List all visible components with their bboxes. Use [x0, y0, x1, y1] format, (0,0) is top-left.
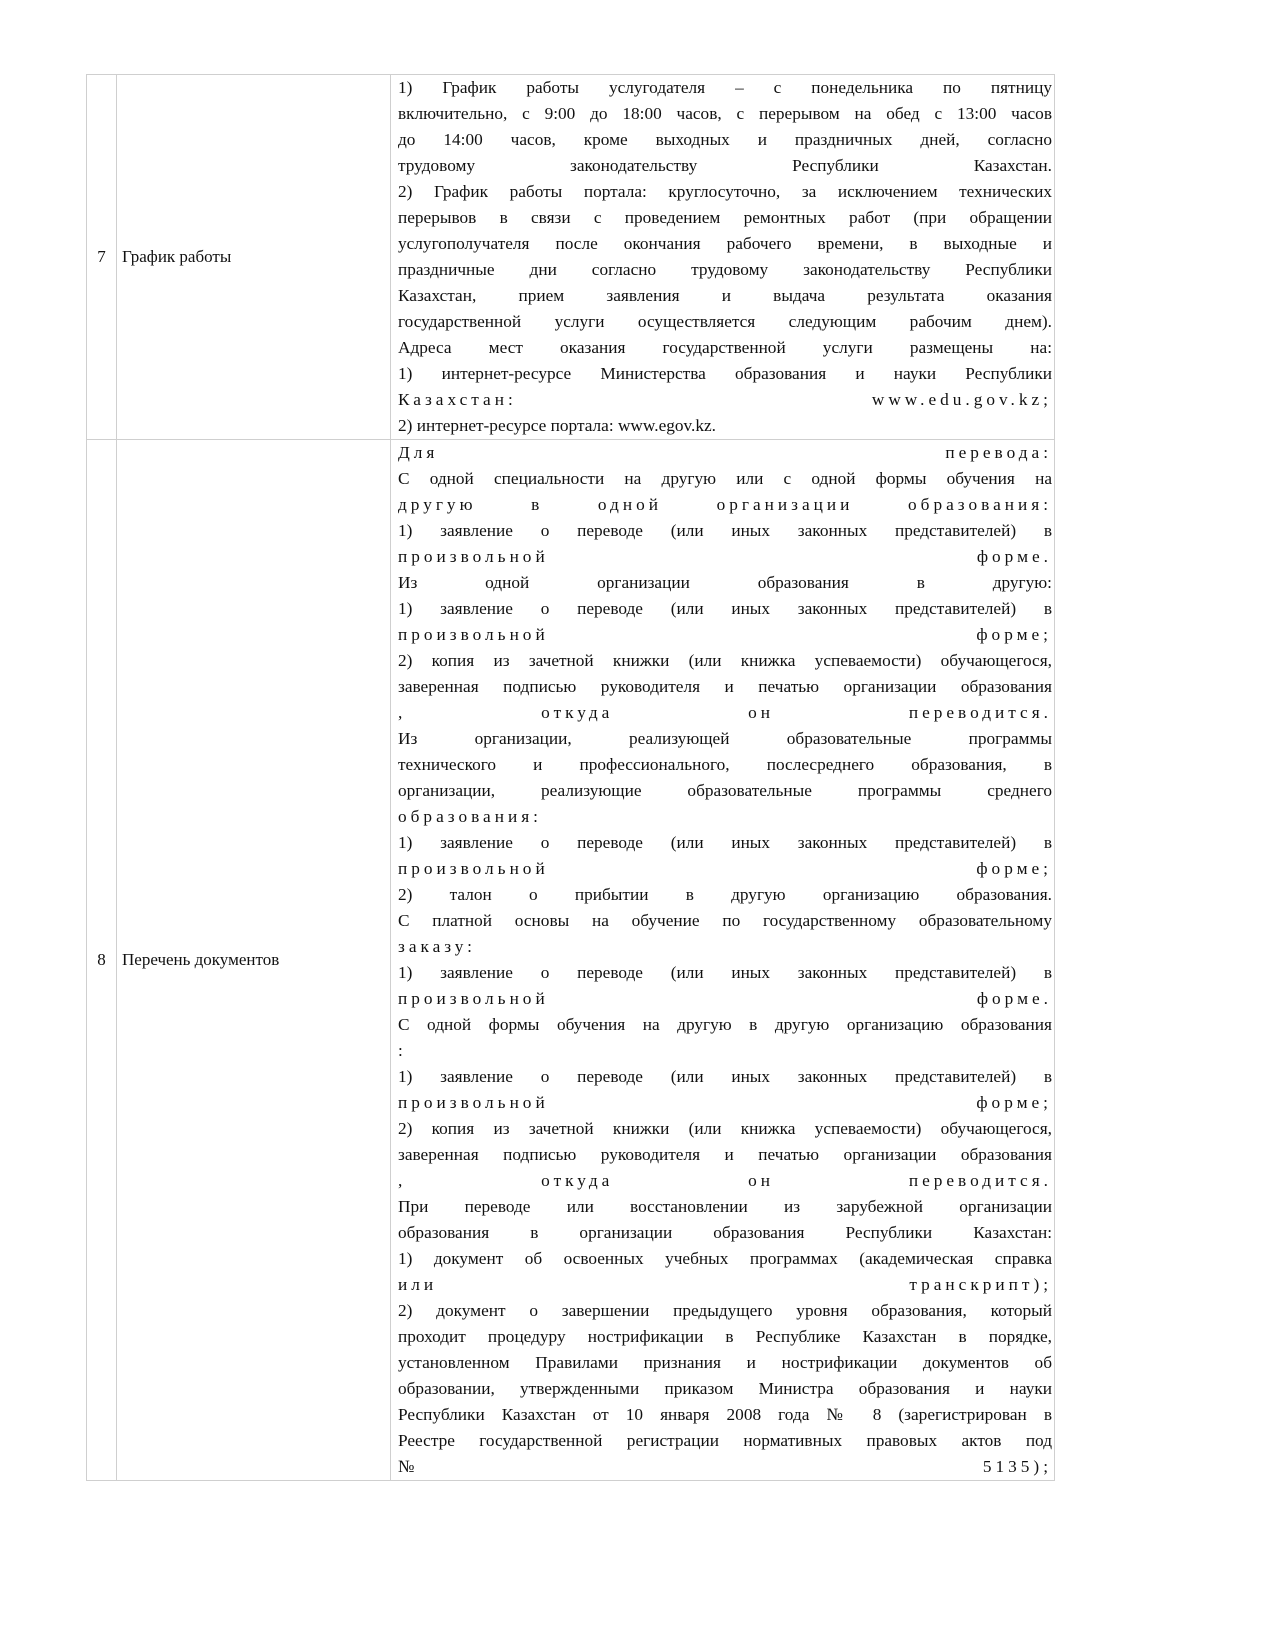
text-line: включительно, с 9:00 до 18:00 часов, с перерывом на обед с 13:00 часов [398, 104, 1052, 123]
text-line: С платной основы на обучение по государственному образовательному [398, 911, 1052, 930]
text-line: 2) талон о прибытии в другую организацию образования. [398, 885, 1052, 904]
text-line: Для перевода: [398, 443, 1052, 462]
row-content [391, 75, 1055, 440]
text-line: Адреса мест оказания государственной услуги размещены на: [398, 338, 1052, 357]
text-line: , откуда он переводится. [398, 1171, 1052, 1190]
text-line: праздничные дни согласно трудовому законодательству Республики [398, 260, 1052, 279]
row-title: Перечень документов [117, 440, 391, 1481]
text-line: Казахстан: www.edu.gov.kz; [398, 390, 1052, 409]
text-line: С одной специальности на другую или с одной формы обучения на [398, 469, 1052, 488]
text-line: трудовому законодательству Республики Казахстан. [398, 156, 1052, 175]
text-line: 1) заявление о переводе (или иных законных представителей) в [398, 1067, 1052, 1086]
text-line: произвольной форме; [398, 859, 1052, 878]
text-line: образования: [398, 807, 542, 826]
text-line: произвольной форме; [398, 1093, 1052, 1112]
text-line: 2) документ о завершении предыдущего уровня образования, который [398, 1301, 1052, 1320]
text-line: 2) копия из зачетной книжки (или книжка успеваемости) обучающегося, [398, 1119, 1052, 1138]
row-number: 8 [87, 440, 117, 1481]
text-line: 2) интернет-ресурсе портала: www.egov.kz. [398, 416, 716, 435]
text-line: перерывов в связи с проведением ремонтных работ (при обращении [398, 208, 1052, 227]
table-row [87, 75, 1055, 440]
text-line: 1) заявление о переводе (или иных законных представителей) в [398, 833, 1052, 852]
row-number: 7 [87, 75, 117, 440]
text-line: государственной услуги осуществляется следующим рабочим днем). [398, 312, 1052, 331]
text-line: заверенная подписью руководителя и печатью организации образования [398, 1145, 1052, 1164]
services-table [86, 74, 1055, 1481]
text-line: Реестре государственной регистрации нормативных правовых актов под [398, 1431, 1052, 1450]
text-line: Республики Казахстан от 10 января 2008 года № 8 (зарегистрирован в [398, 1405, 1052, 1424]
text-line: произвольной форме; [398, 625, 1052, 644]
text-line: При переводе или восстановлении из зарубежной организации [398, 1197, 1052, 1216]
text-line: № 5135); [398, 1457, 1052, 1476]
text-line: 2) График работы портала: круглосуточно, за исключением технических [398, 182, 1052, 201]
text-line: образования в организации образования Республики Казахстан: [398, 1223, 1052, 1242]
text-line: 2) копия из зачетной книжки (или книжка успеваемости) обучающегося, [398, 651, 1052, 670]
text-line: или транскрипт); [398, 1275, 1052, 1294]
text-line: Из организации, реализующей образовательные программы [398, 729, 1052, 748]
text-line: 1) График работы услугодателя – с понедельника по пятницу [398, 78, 1052, 97]
text-line: проходит процедуру нострификации в Республике Казахстан в порядке, [398, 1327, 1052, 1346]
text-line: заверенная подписью руководителя и печатью организации образования [398, 677, 1052, 696]
text-line: 1) заявление о переводе (или иных законных представителей) в [398, 521, 1052, 540]
text-line: 1) интернет-ресурсе Министерства образования и науки Республики [398, 364, 1052, 383]
text-line: до 14:00 часов, кроме выходных и праздничных дней, согласно [398, 130, 1052, 149]
text-line: организации, реализующие образовательные программы среднего [398, 781, 1052, 800]
text-line: другую в одной организации образования: [398, 495, 1052, 514]
text-line: образовании, утвержденными приказом Министра образования и науки [398, 1379, 1052, 1398]
row-content [391, 440, 1055, 1481]
text-line: С одной формы обучения на другую в другую организацию образования [398, 1015, 1052, 1034]
text-line: 1) заявление о переводе (или иных законных представителей) в [398, 599, 1052, 618]
text-line: 1) заявление о переводе (или иных законных представителей) в [398, 963, 1052, 982]
text-line: : [398, 1041, 403, 1060]
text-line: произвольной форме. [398, 989, 1052, 1008]
text-line: Из одной организации образования в другую: [398, 573, 1052, 592]
text-line: услугополучателя после окончания рабочего времени, в выходные и [398, 234, 1052, 253]
text-line: 1) документ об освоенных учебных программах (академическая справка [398, 1249, 1052, 1268]
text-line: заказу: [398, 937, 476, 956]
table-row [87, 440, 1055, 1481]
text-line: , откуда он переводится. [398, 703, 1052, 722]
row-title: График работы [117, 75, 391, 440]
text-line: Казахстан, прием заявления и выдача результата оказания [398, 286, 1052, 305]
text-line: произвольной форме. [398, 547, 1052, 566]
text-line: установленном Правилами признания и нострификации документов об [398, 1353, 1052, 1372]
text-line: технического и профессионального, послесреднего образования, в [398, 755, 1052, 774]
